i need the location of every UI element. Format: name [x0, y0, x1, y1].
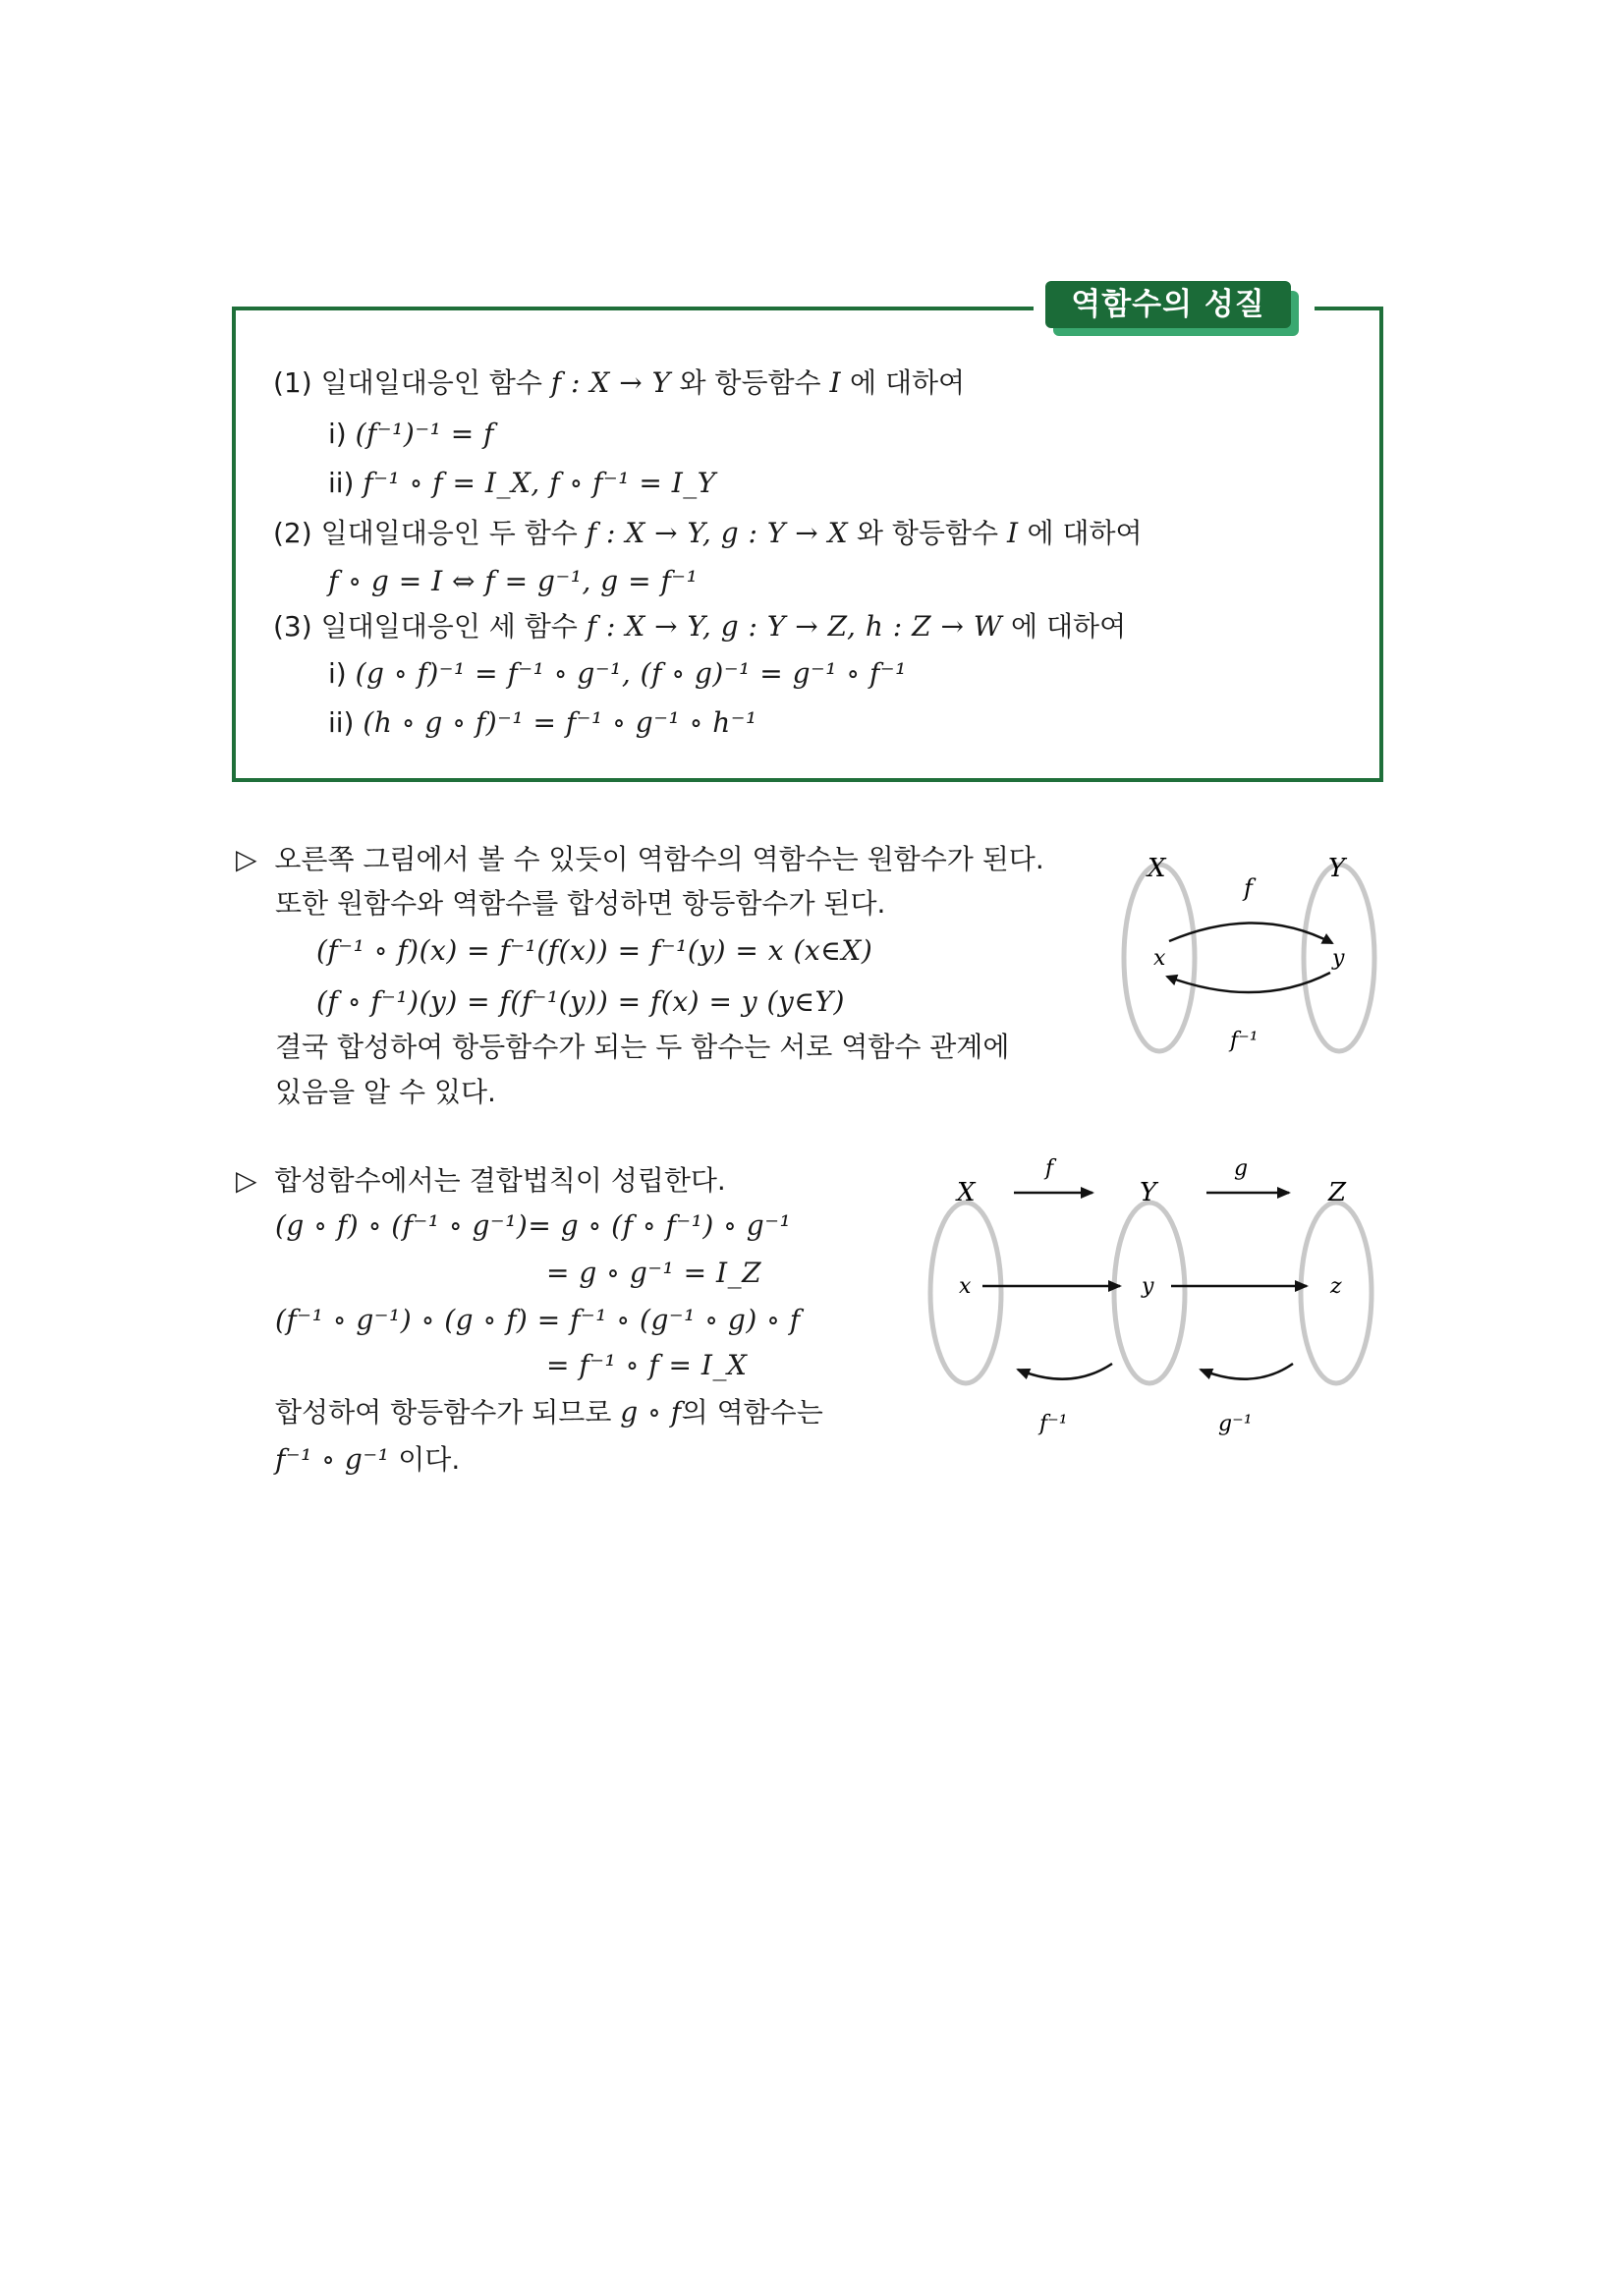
- composition-diagram: [924, 1149, 1395, 1444]
- label-set-z: Z: [1328, 1178, 1347, 1207]
- box-title: 역함수의 성질: [1045, 281, 1291, 328]
- arrow-finv: [1018, 1364, 1112, 1379]
- section2-line1: ▷ 합성함수에서는 결합법칙이 성립한다.: [236, 1164, 726, 1197]
- arrow-ginv: [1201, 1364, 1293, 1379]
- section1-line1: ▷ 오른쪽 그림에서 볼 수 있듯이 역함수의 역함수는 원함수가 된다.: [236, 843, 1044, 875]
- section1-line3: 결국 합성하여 항등함수가 되는 두 함수는 서로 역함수 관계에: [275, 1031, 1010, 1063]
- label-set-x: X: [957, 1178, 976, 1207]
- label-set-x: X: [1148, 854, 1166, 883]
- label-elem-x: x: [1153, 946, 1166, 971]
- section2-line3: f⁻¹ ∘ g⁻¹ 이다.: [275, 1443, 461, 1476]
- label-elem-y: y: [1142, 1274, 1154, 1299]
- property-2: (2) 일대일대응인 두 함수 f : X → Y, g : Y → X 와 항등함수 I 에 대하여: [273, 517, 1143, 549]
- section1-line4: 있음을 알 수 있다.: [275, 1076, 496, 1108]
- section2-eq4: = f⁻¹ ∘ f = I_X: [546, 1349, 748, 1381]
- label-finv: f⁻¹: [1230, 1029, 1259, 1053]
- property-3-ii: ii) (h ∘ g ∘ f)⁻¹ = f⁻¹ ∘ g⁻¹ ∘ h⁻¹: [328, 706, 757, 739]
- section2-eq3: (f⁻¹ ∘ g⁻¹) ∘ (g ∘ f) = f⁻¹ ∘ (g⁻¹ ∘ g) ∘ f: [275, 1304, 801, 1336]
- section2-eq2: = g ∘ g⁻¹ = I_Z: [546, 1257, 762, 1289]
- section1-eq1: (f⁻¹ ∘ f)(x) = f⁻¹(f(x)) = f⁻¹(y) = x (x∈X): [316, 934, 873, 967]
- label-set-y: Y: [1328, 854, 1346, 883]
- label-ginv: g⁻¹: [1218, 1412, 1253, 1436]
- property-1-ii: ii) f⁻¹ ∘ f = I_X, f ∘ f⁻¹ = I_Y: [328, 467, 716, 499]
- property-1-i: i) (f⁻¹)⁻¹ = f: [328, 418, 494, 450]
- section1-eq2: (f ∘ f⁻¹)(y) = f(f⁻¹(y)) = f(x) = y (y∈Y): [316, 985, 845, 1018]
- property-2-eq: f ∘ g = I ⇔ f = g⁻¹, g = f⁻¹: [328, 565, 699, 597]
- label-finv: f⁻¹: [1039, 1412, 1068, 1436]
- label-f: f: [1244, 874, 1253, 902]
- label-g: g: [1234, 1156, 1249, 1181]
- section1-line2: 또한 원함수와 역함수를 합성하면 항등함수가 된다.: [275, 887, 886, 920]
- label-elem-x: x: [959, 1274, 972, 1299]
- section2-line2: 합성하여 항등함수가 되므로 g ∘ f의 역함수는: [275, 1396, 823, 1428]
- label-f: f: [1045, 1156, 1054, 1181]
- property-3: (3) 일대일대응인 세 함수 f : X → Y, g : Y → Z, h : Z → W 에 대하여: [273, 610, 1127, 643]
- property-1: (1) 일대일대응인 함수 f : X → Y 와 항등함수 I 에 대하여: [273, 366, 966, 399]
- inverse-diagram: [1110, 845, 1395, 1061]
- property-3-i: i) (g ∘ f)⁻¹ = f⁻¹ ∘ g⁻¹, (f ∘ g)⁻¹ = g⁻¹ ∘ f⁻¹: [328, 657, 907, 690]
- label-elem-y: y: [1332, 946, 1345, 971]
- section2-eq1: (g ∘ f) ∘ (f⁻¹ ∘ g⁻¹)= g ∘ (f ∘ f⁻¹) ∘ g⁻¹: [275, 1209, 792, 1242]
- label-set-y: Y: [1140, 1178, 1157, 1207]
- label-elem-z: z: [1330, 1274, 1342, 1299]
